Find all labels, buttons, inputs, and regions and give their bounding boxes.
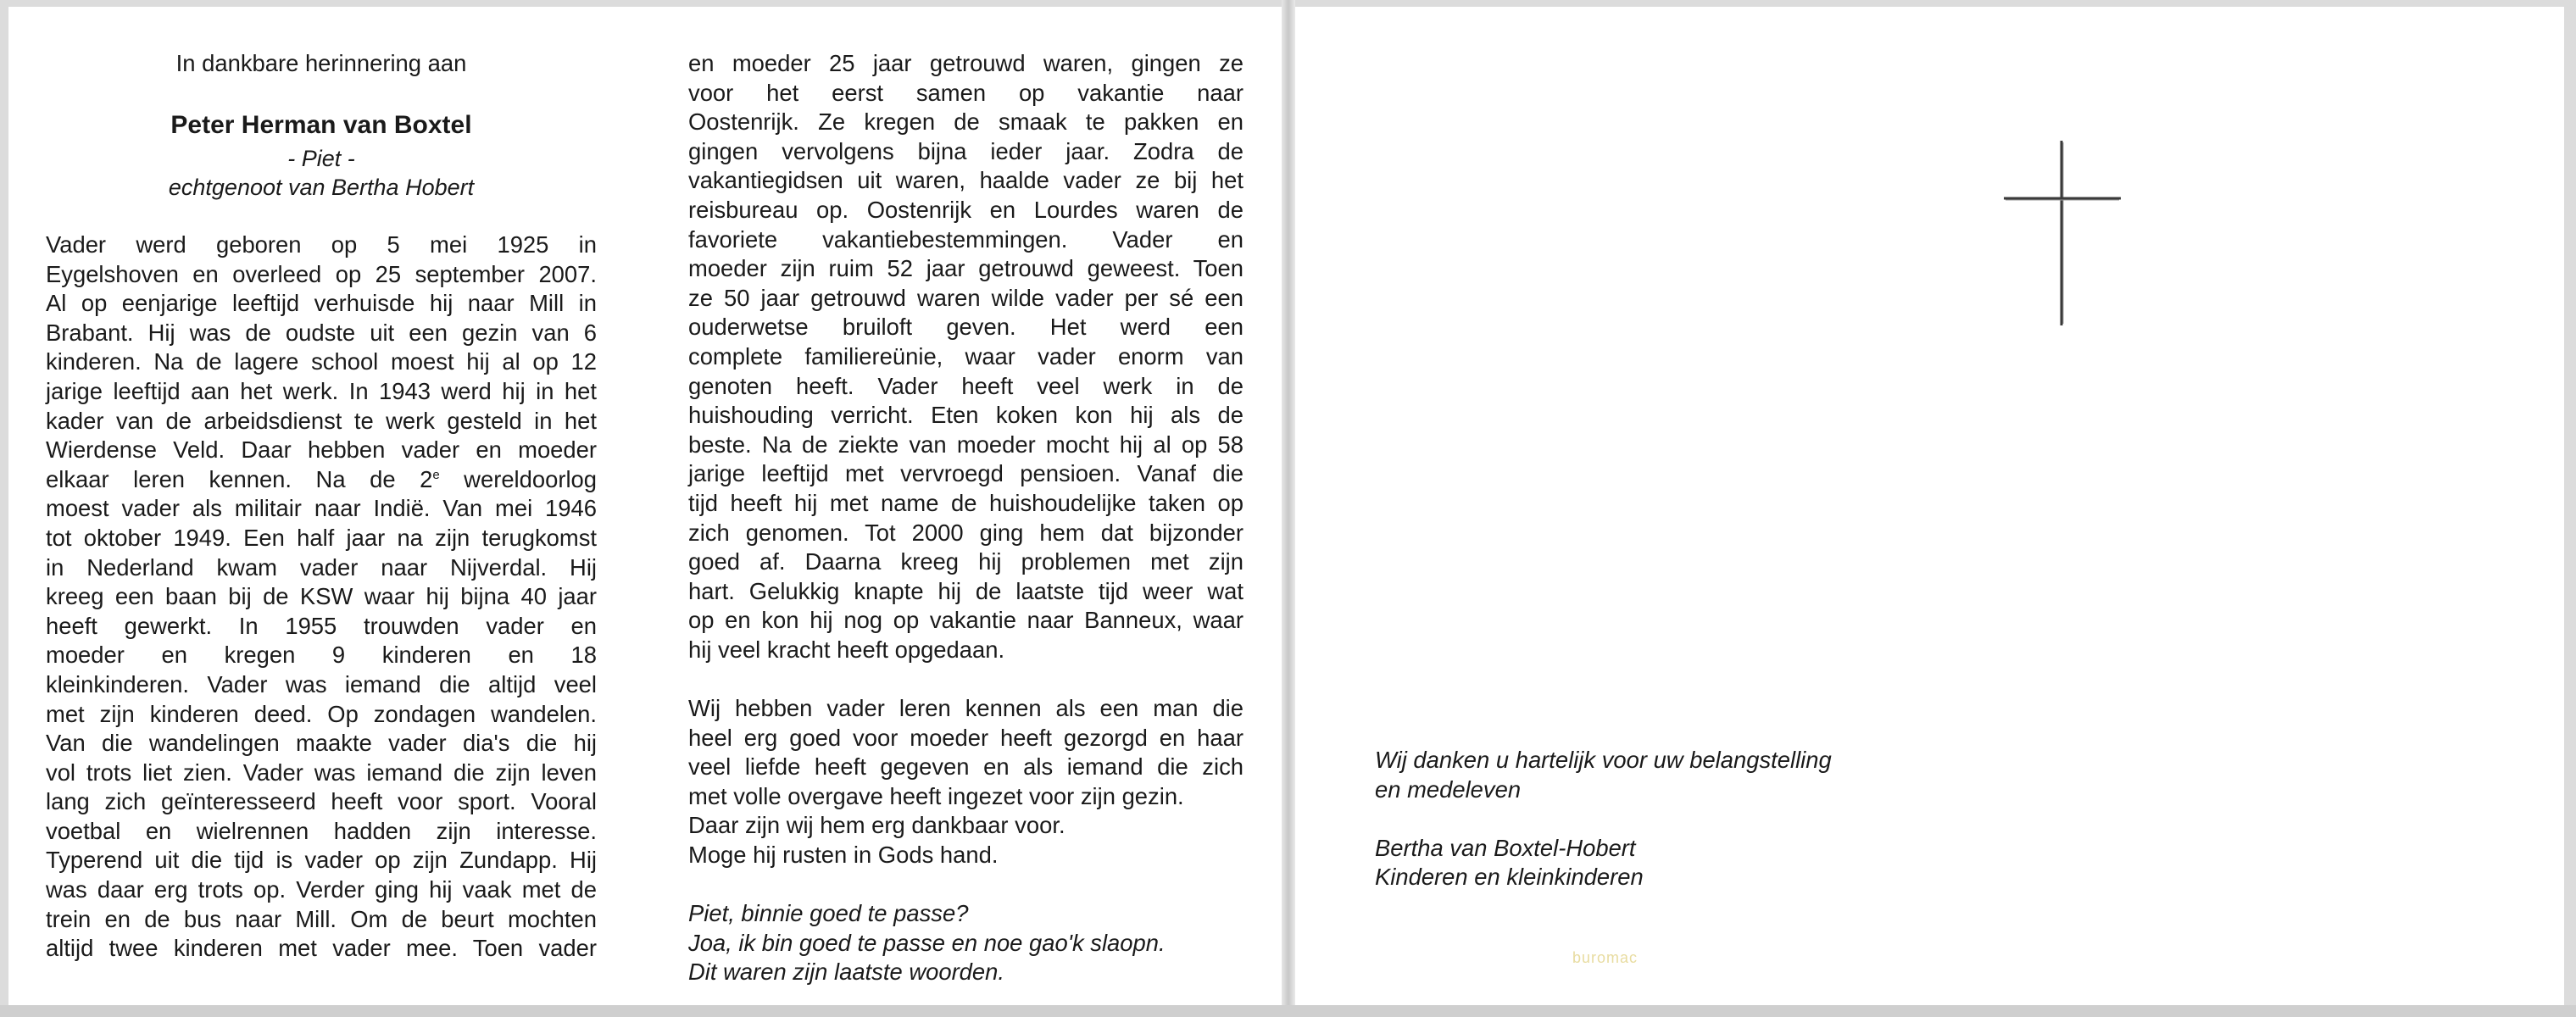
bio-line: vol trots liet zien. Vader was iemand die zijn leven <box>46 759 597 786</box>
bio-line: tot oktober 1949. Een half jaar na zijn terugkomst <box>46 524 597 551</box>
cross-icon <box>2002 137 2129 332</box>
intro-text: In dankbare herinnering aan <box>175 50 467 76</box>
bio-line: huishouding verricht. Eten koken kon hij als de <box>688 402 1243 429</box>
bio-line: lang zich geïnteresseerd heeft voor sport. Vooral <box>46 788 597 815</box>
quote-line: Dit waren zijn laatste woorden. <box>688 959 1004 986</box>
bio-line: en moeder 25 jaar getrouwd waren, gingen ze <box>688 50 1243 76</box>
signature-line: Bertha van Boxtel-Hobert <box>1375 834 1636 861</box>
paragraph-gap <box>688 870 1243 900</box>
paragraph-gap <box>1375 804 1968 834</box>
bio-line-ww2-end: wereldoorlog <box>439 465 598 492</box>
tribute-line: met volle overgave heeft ingezet voor zijn gezin. <box>688 782 1184 809</box>
bio-line: trein en de bus naar Mill. Om de beurt mochten <box>46 905 597 932</box>
bio-line: moeder zijn ruim 52 jaar getrouwd geweest. Toen <box>688 255 1243 282</box>
bio-line: kreeg een baan bij de KSW waar hij bijna 40 jaar <box>46 583 597 610</box>
bio-line: met zijn kinderen deed. Op zondagen wandelen. <box>46 700 597 727</box>
bio-line: reisbureau op. Oostenrijk en Lourdes waren de <box>688 196 1243 223</box>
bottom-edge <box>0 1005 2576 1017</box>
bio-line: moeder en kregen 9 kinderen en 18 <box>46 642 597 669</box>
card-fold <box>1282 0 1295 1017</box>
printer-watermark: buromac <box>1572 949 1639 966</box>
bio-line: voetbal en wielrennen hadden zijn interesse. <box>46 817 597 844</box>
bio-line: Al op eenjarige leeftijd verhuisde hij naar Mill in <box>46 290 597 317</box>
bio-line: goed af. Daarna kreeg hij problemen met zijn <box>688 548 1243 575</box>
biography-middle-column <box>688 49 1243 987</box>
bio-line: jarige leeftijd aan het werk. In 1943 werd hij in het <box>46 377 597 404</box>
bio-line-ww2-start: elkaar leren kennen. Na de 2 <box>46 465 433 492</box>
ordinal-superscript: e <box>432 467 440 482</box>
bio-line: Brabant. Hij was de oudste uit een gezin van 6 <box>46 319 597 346</box>
bio-line: ouderwetse bruiloft geven. Het werd een <box>688 314 1243 341</box>
thanks-block <box>1375 746 1968 892</box>
bio-line: in Nederland kwam vader naar Nijverdal. Hij <box>46 553 597 581</box>
tribute-line: veel liefde heeft gegeven en als iemand die zich <box>688 753 1243 781</box>
biography-left-column <box>46 231 597 964</box>
bio-line: zich genomen. Tot 2000 ging hem dat bijzonder <box>688 519 1243 546</box>
tribute-line: Wij hebben vader leren kennen als een man die <box>688 695 1243 722</box>
bio-line: favoriete vakantiebestemmingen. Vader en <box>688 225 1243 253</box>
paragraph-gap <box>688 664 1243 694</box>
bio-line: Oostenrijk. Ze kregen de smaak te pakken en <box>688 108 1243 136</box>
bio-line: gingen vervolgens bijna ieder jaar. Zodra de <box>688 137 1243 164</box>
bio-line: Wierdense Veld. Daar hebben vader en moeder <box>46 436 597 464</box>
bio-line: hij veel kracht heeft opgedaan. <box>688 636 1005 663</box>
bio-line: complete familiereünie, waar vader enorm van <box>688 342 1243 370</box>
tribute-line: Moge hij rusten in Gods hand. <box>688 842 999 869</box>
bio-line: beste. Na de ziekte van moeder mocht hij al op 58 <box>688 431 1243 458</box>
bio-line: kinderen. Na de lagere school moest hij al op 12 <box>46 348 597 375</box>
bio-line: moest vader als militair naar Indië. Van mei 1946 <box>46 495 597 522</box>
spouse-line: echtgenoot van Bertha Hobert <box>168 175 475 200</box>
bio-line: was daar erg trots op. Verder ging hij vaak met de <box>46 876 597 903</box>
bio-line: kleinkinderen. Vader was iemand die altijd veel <box>46 670 597 697</box>
bio-line-ww2 <box>46 465 597 495</box>
bio-line: Eygelshoven en overleed op 25 september 2007. <box>46 260 597 287</box>
nickname: - Piet - <box>287 146 355 171</box>
tribute-line: Daar zijn wij hem erg dankbaar voor. <box>688 812 1065 839</box>
bio-line: altijd twee kinderen met vader mee. Toen vader <box>46 935 597 962</box>
tribute-line: heel erg goed voor moeder heeft gezorgd en haar <box>688 724 1243 751</box>
bio-line: tijd heeft hij met name de huishoudelijke taken op <box>688 489 1243 516</box>
bio-line: genoten heeft. Vader heeft veel werk in de <box>688 372 1243 399</box>
bio-line: hart. Gelukkig knapte hij de laatste tijd weer wat <box>688 577 1243 604</box>
thanks-line: en medeleven <box>1375 775 1522 803</box>
bio-line: kader van de arbeidsdienst te werk gesteld in het <box>46 407 597 434</box>
quote-line: Joa, ik bin goed te passe en noe gao'k slaopn. <box>688 929 1166 956</box>
signature-line: Kinderen en kleinkinderen <box>1375 864 1644 891</box>
bio-line: ze 50 jaar getrouwd waren wilde vader per sé een <box>688 284 1243 311</box>
deceased-name: Peter Herman van Boxtel <box>170 111 472 139</box>
bio-line: Van die wandelingen maakte vader dia's die hij <box>46 730 597 757</box>
bio-line: Vader werd geboren op 5 mei 1925 in <box>46 231 597 258</box>
bio-line: voor het eerst samen op vakantie naar <box>688 79 1243 106</box>
bio-line: vakantiegidsen uit waren, haalde vader ze bij het <box>688 167 1243 194</box>
bio-line: heeft gewerkt. In 1955 trouwden vader en <box>46 612 597 639</box>
quote-line: Piet, binnie goed te passe? <box>688 900 969 927</box>
bio-line: op en kon hij nog op vakantie naar Banneux, waar <box>688 607 1243 634</box>
thanks-line: Wij danken u hartelijk voor uw belangstelling <box>1375 747 1832 773</box>
bio-line: jarige leeftijd met vervroegd pensioen. Vanaf die <box>688 460 1243 487</box>
bio-line: Typerend uit die tijd is vader op zijn Zundapp. Hij <box>46 847 597 874</box>
